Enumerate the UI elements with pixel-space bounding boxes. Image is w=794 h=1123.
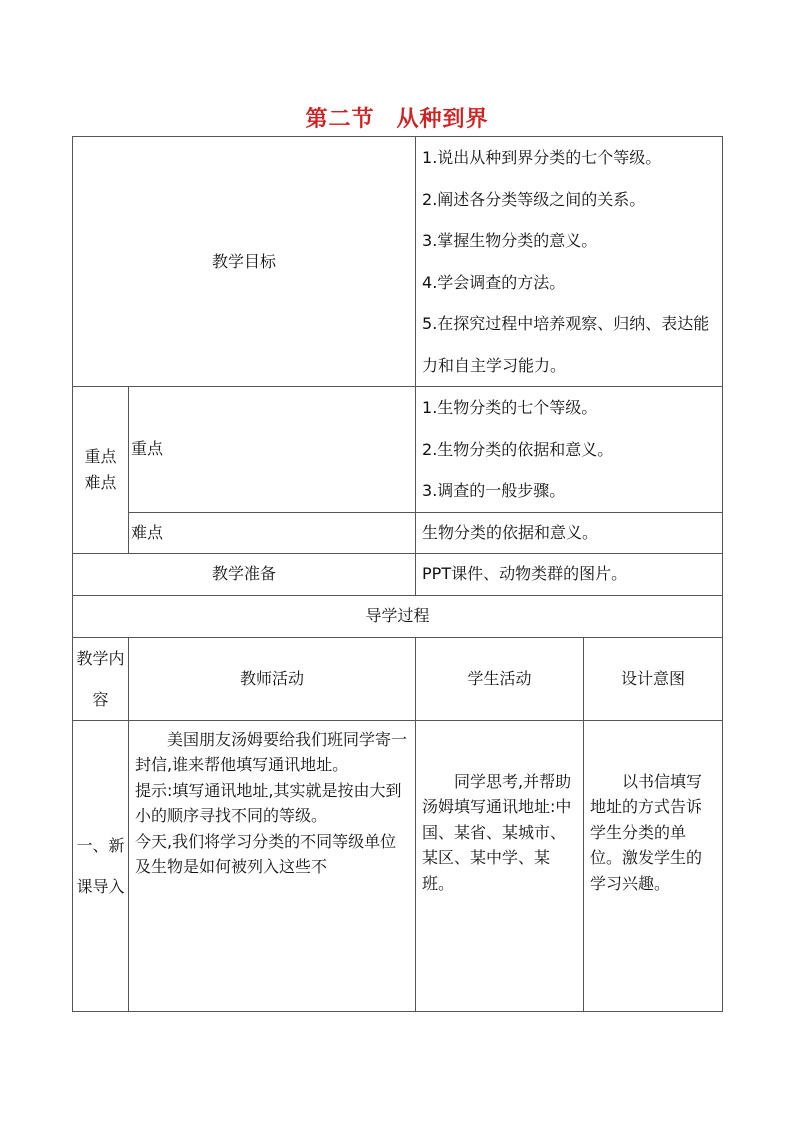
process-row [73,720,723,1011]
intent-para: 以书信填写地址的方式告诉学生分类的单位。激发学生的学习兴趣。 [590,771,703,893]
col-intent: 设计意图 [584,637,723,720]
keypoints-row [73,387,723,513]
col-content: 教学内容 [73,637,129,720]
goals-row [73,137,723,387]
col-student: 学生活动 [416,637,584,720]
title-topic: 从种到界 [396,107,489,132]
process-columns-row [73,637,723,720]
keypoints-group-label [73,387,129,554]
difficult-text: 生物分类的依据和意义。 [416,512,723,553]
col-teacher: 教师活动 [129,637,416,720]
key-label: 重点 [129,387,416,513]
goal-item: 3.掌握生物分类的意义。 [422,231,598,250]
key-list [416,387,723,513]
difficult-row [73,512,723,553]
process-header-row [73,595,723,637]
teacher-para: 美国朋友汤姆要给我们班同学寄一封信,谁来帮他填写通讯地址。 [135,729,408,775]
goals-list [416,137,723,387]
goal-item: 4.学会调查的方法。 [422,272,566,292]
goal-item: 1.说出从种到界分类的七个等级。 [422,148,662,167]
difficult-label: 难点 [129,512,416,553]
row-design-intent [584,720,723,1011]
key-item: 2.生物分类的依据和意义。 [422,439,614,459]
row-student-activity [416,720,584,1011]
teacher-para: 今天,我们将学习分类的不同等级单位及生物是如何被列入这些不 [135,831,397,877]
prep-text: PPT课件、动物类群的图片。 [416,553,723,595]
key-item: 1.生物分类的七个等级。 [422,398,598,417]
process-header: 导学过程 [73,595,723,637]
goals-label: 教学目标 [73,137,416,387]
keypoints-label-line1: 重点 [84,447,117,467]
row-content-label: 一、新课导入 [73,720,129,1011]
teacher-para: 提示:填写通讯地址,其实就是按由大到小的顺序寻找不同的等级。 [135,780,402,826]
goal-item: 2.阐述各分类等级之间的关系。 [422,189,646,209]
lesson-plan-table [72,136,723,1012]
keypoints-label-line2: 难点 [84,472,117,492]
title-section: 第二节 [305,107,375,132]
goal-item: 5.在探究过程中培养观察、归纳、表达能力和自主学习能力。 [422,314,710,375]
student-para: 同学思考,并帮助汤姆填写通讯地址:中国、某省、某城市、某区、某中学、某班。 [422,771,572,893]
prep-row [73,553,723,595]
key-item: 3.调查的一般步骤。 [422,481,566,500]
row-teacher-activity [129,720,416,1011]
prep-label: 教学准备 [73,553,416,595]
page-title [0,102,794,133]
